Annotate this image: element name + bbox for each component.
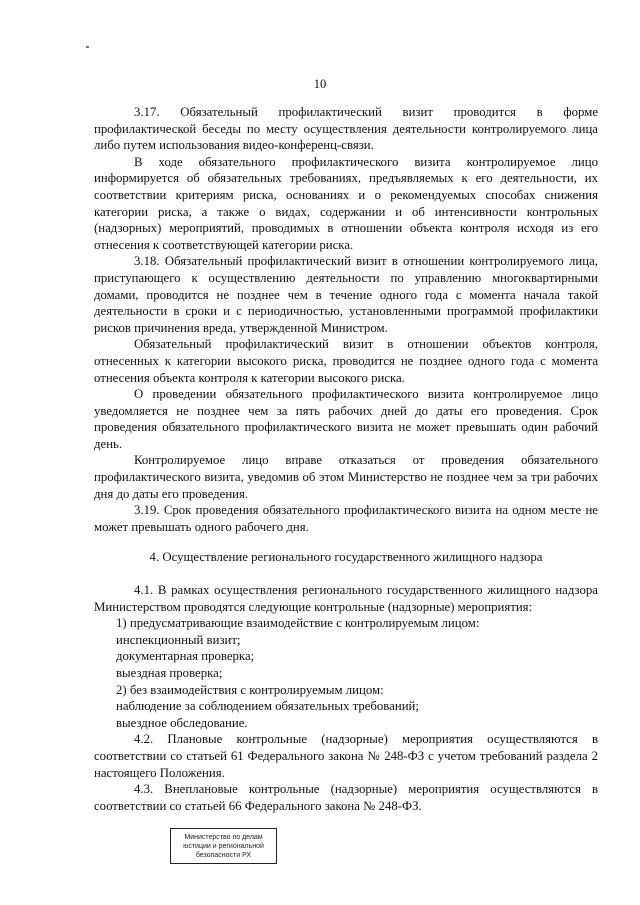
list-item: выездное обследование. (116, 715, 248, 730)
paragraph-high-risk: Обязательный профилактический визит в отношении объектов контроля, отнесенных к категории высокого риска, проводится не позднее одного года с момента отнесения объекта контроля к категории высокого риска. (94, 337, 598, 385)
paragraph-3-18: 3.18. Обязательный профилактический визит в отношении контролируемого лица, приступающего к осуществлению деятельности по управлению многоквартирными домами, проводится не позднее чем в течение одного года с момента начала такой деятельности в сроки и с периодичностью, установленными программой профилактики рисков причинения вреда, утвержденной Министром. (94, 254, 598, 335)
list-item: документарная проверка; (116, 649, 255, 664)
paragraph-3-19: 3.19. Срок проведения обязательного профилактического визита на одном месте не может превышать одного рабочего дня. (94, 503, 598, 534)
list-item: 2) без взаимодействия с контролируемым лицом: (116, 682, 384, 697)
list-item: наблюдение за соблюдением обязательных требований; (116, 699, 419, 714)
paragraph-4-2: 4.2. Плановые контрольные (надзорные) мероприятия осуществляются в соответствии со статьей 61 Федерального закона № 248-ФЗ с учетом требований раздела 2 настоящего Положения. (94, 732, 598, 780)
paragraph-4-1: 4.1. В рамках осуществления регионального государственного жилищного надзора Министерством проводятся следующие контрольные (надзорные) мероприятия: (94, 583, 598, 614)
list-item: 1) предусматривающие взаимодействие с контролируемым лицом: (116, 616, 480, 631)
list-item: инспекционный визит; (116, 632, 241, 647)
document-body (94, 104, 598, 814)
section-heading: 4. Осуществление регионального государственного жилищного надзора (149, 550, 543, 565)
stamp-line: безопасности РХ (195, 852, 252, 859)
ministry-stamp (170, 828, 277, 864)
paragraph-4-3: 4.3. Внеплановые контрольные (надзорные) мероприятия осуществляются в соответствии со статьей 66 Федерального закона № 248-ФЗ. (94, 782, 598, 813)
paragraph-refusal: Контролируемое лицо вправе отказаться от проведения обязательного профилактического визита, уведомив об этом Министерство не позднее чем за три рабочих дня до даты его проведения. (94, 453, 598, 501)
page-number: 10 (313, 77, 327, 91)
scan-mark (86, 46, 89, 48)
paragraph-notification: О проведении обязательного профилактического визита контролируемое лицо уведомляется не позднее чем за пять рабочих дней до даты его проведения. Срок проведения обязательного профилактического визита не может превышать один рабочий день. (94, 387, 598, 451)
list-item: выездная проверка; (116, 666, 223, 680)
paragraph-3-17: 3.17. Обязательный профилактический визит проводится в форме профилактической беседы по месту осуществления деятельности контролируемого лица либо путем использования видео-конференц-связи. (94, 105, 598, 153)
paragraph-visit-info: В ходе обязательного профилактического визита контролируемое лицо информируется об обязательных требованиях, предъявляемых к его деятельности, их соответствии критериям риска, основаниях и о рекомендуемых способах снижения категории риска, а также о видах, содержании и об интенсивности контрольных (надзорных) мероприятий, проводимых в отношении объекта контроля исходя из его отнесения к соответствующей категории риска. (94, 154, 598, 252)
stamp-line: юстиции и региональной (183, 843, 264, 850)
stamp-line: Министерство по делам (184, 834, 263, 841)
